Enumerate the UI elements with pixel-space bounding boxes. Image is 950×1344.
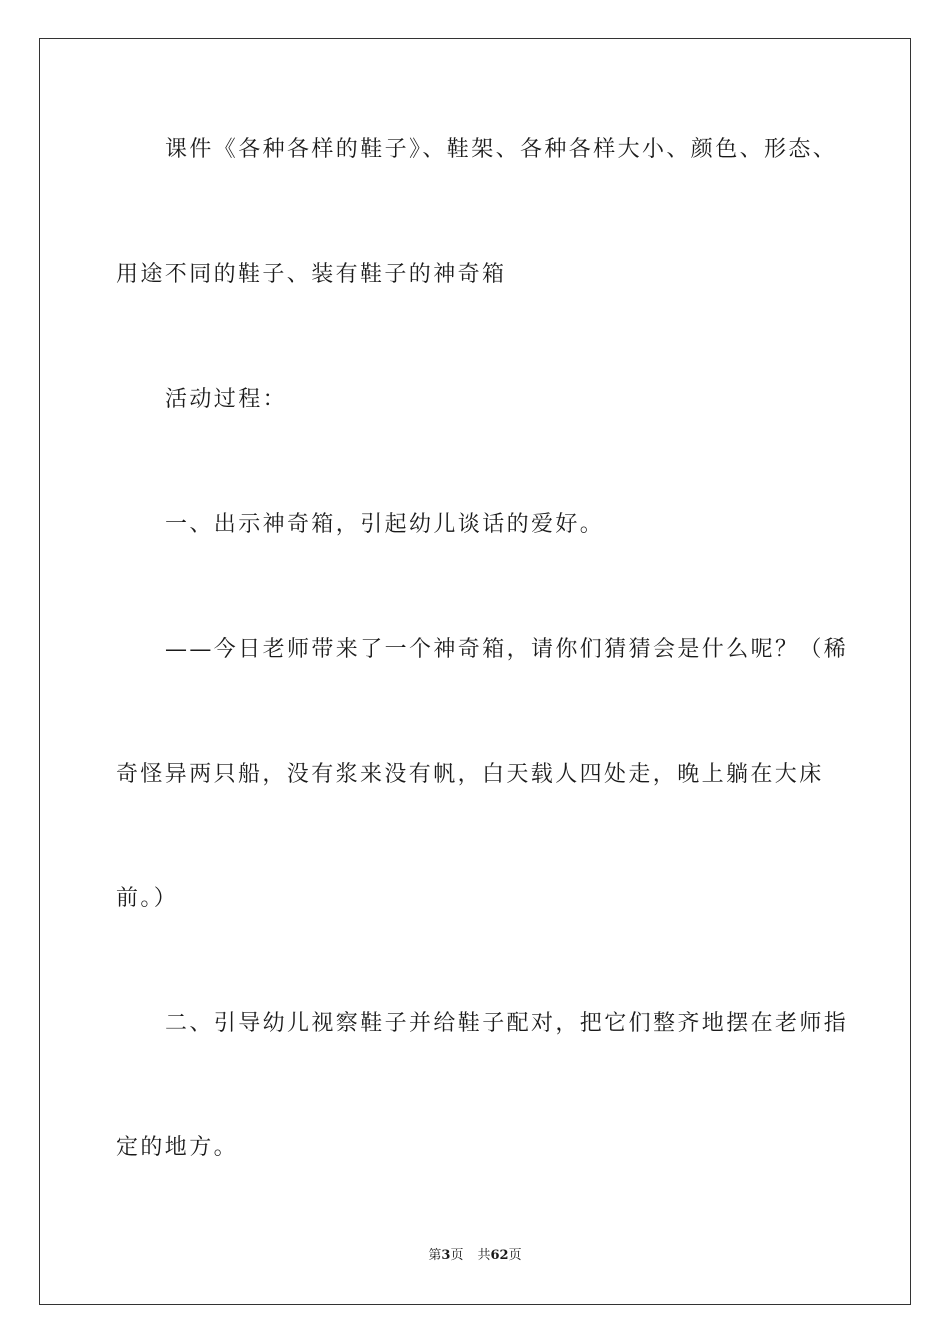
footer-total-suffix: 页: [508, 1248, 522, 1263]
paragraph-line: 一、出示神奇箱，引起幼儿谈话的爱好。: [165, 512, 605, 537]
footer-page-suffix: 页: [450, 1248, 464, 1263]
paragraph-line: 奇怪异两只船，没有浆来没有帆，白天载人四处走，晚上躺在大床: [116, 762, 824, 787]
footer-total-prefix: 共: [477, 1248, 491, 1263]
page-footer: [0, 1247, 950, 1265]
paragraph-line: 二、引导幼儿视察鞋子并给鞋子配对，把它们整齐地摆在老师指: [165, 1011, 849, 1036]
paragraph-line: ——今日老师带来了一个神奇箱，请你们猜猜会是什么呢？（稀: [165, 637, 849, 662]
footer-page-prefix: 第: [428, 1248, 442, 1263]
paragraph-line: 前。）: [116, 886, 179, 911]
paragraph-line: 定的地方。: [116, 1135, 239, 1160]
paragraph-line: 课件《各种各样的鞋子》、鞋架、各种各样大小、颜色、形态、: [165, 137, 838, 162]
footer-page-number: 3: [441, 1248, 451, 1263]
page-border: [39, 38, 911, 1305]
paragraph-line: 用途不同的鞋子、装有鞋子的神奇箱: [116, 262, 507, 287]
section-heading: 活动过程：: [165, 387, 288, 412]
footer-total-pages: 62: [490, 1248, 509, 1263]
